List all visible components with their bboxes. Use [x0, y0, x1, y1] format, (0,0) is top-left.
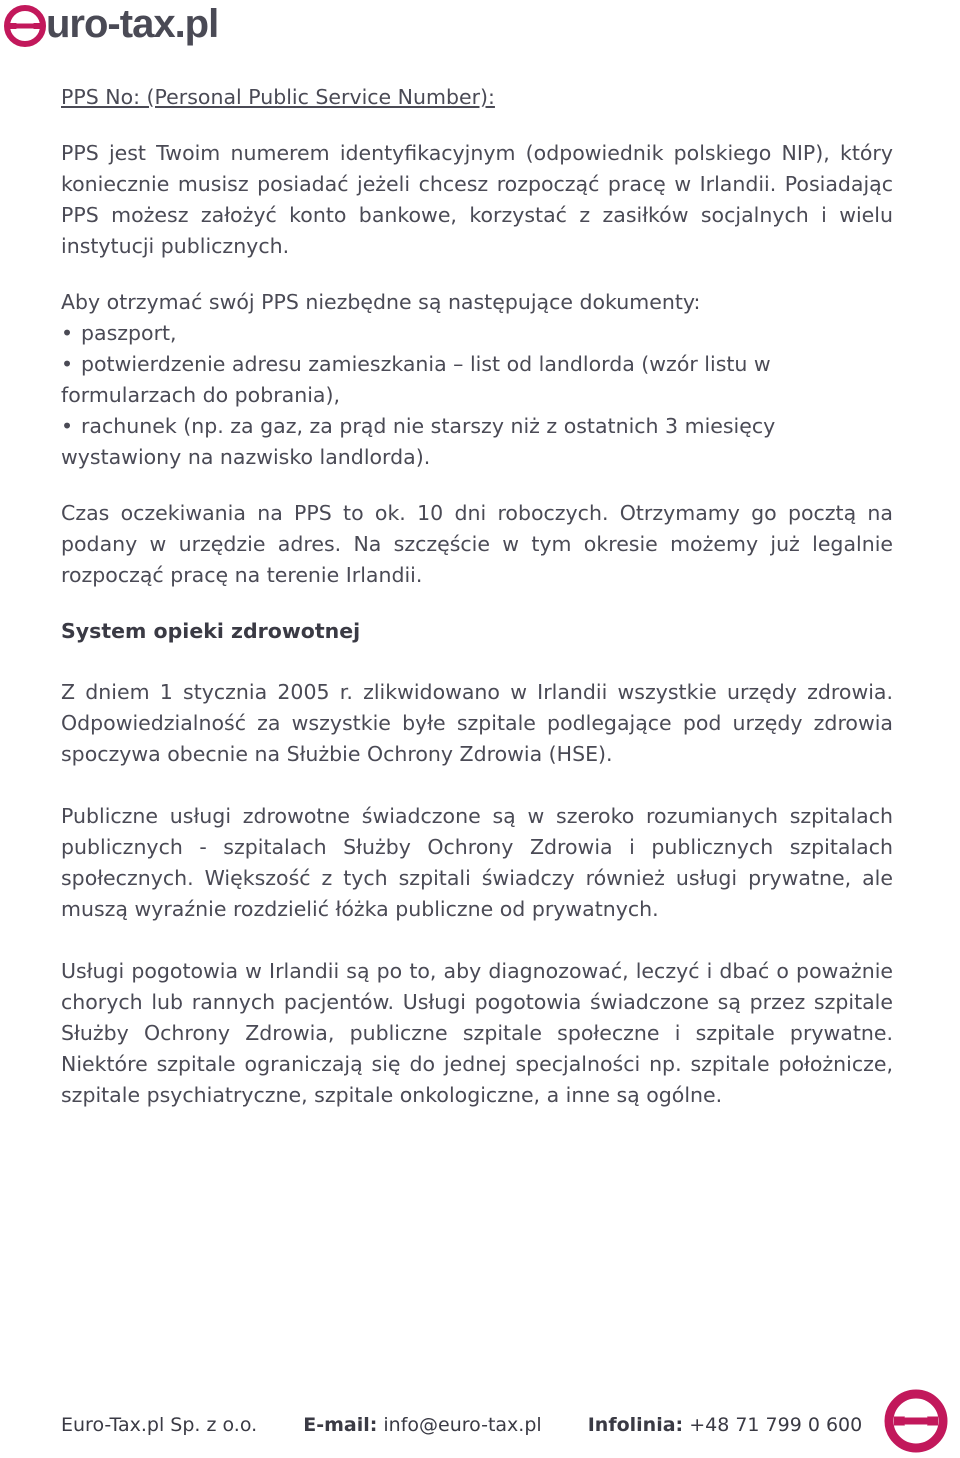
health-heading: System opieki zdrowotnej	[61, 619, 361, 643]
document-item-text: paszport,	[81, 321, 177, 345]
pps-title: PPS No: (Personal Public Service Number):	[61, 85, 495, 109]
health-paragraph-1: Z dniem 1 stycznia 2005 r. zlikwidowano w Irlandii wszystkie urzędy zdrowia. Odpowiedzialność za wszystkie byłe szpitale podlegające pod urzędy zdrowia spoczywa obecnie na Służbie Ochrony Zdrowia (HSE).	[61, 680, 893, 766]
footer-company: Euro-Tax.pl Sp. z o.o.	[61, 1414, 258, 1436]
documents-intro: Aby otrzymać swój PPS niezbędne są następujące dokumenty:	[61, 290, 701, 314]
bullet: •	[61, 414, 74, 438]
bullet: •	[61, 352, 74, 376]
footer-phone	[588, 1411, 863, 1439]
bullet: •	[61, 321, 74, 345]
footer	[61, 1411, 862, 1439]
document-body	[61, 82, 893, 1111]
pps-intro-paragraph: PPS jest Twoim numerem identyfikacyjnym (odpowiednik polskiego NIP), który koniecznie musisz posiadać jeżeli chcesz rozpocząć pracę w Irlandii. Posiadając PPS możesz założyć konto bankowe, korzystać z zasiłków socjalnych i wielu instytucji publicznych.	[61, 141, 893, 258]
euro-tax-e-icon	[880, 1388, 952, 1454]
footer-phone-number[interactable]: +48 71 799 0 600	[689, 1414, 863, 1436]
footer-logo	[880, 1388, 952, 1458]
euro-tax-e-icon	[2, 1, 48, 47]
health-paragraph-3: Usługi pogotowia w Irlandii są po to, aby diagnozować, leczyć i dbać o poważnie chorych lub rannych pacjentów. Usługi pogotowia świadczone są przez szpitale Służby Ochrony Zdrowia, publiczne szpitale społeczne i szpitale prywatne. Niektóre szpitale ograniczają się do jednej specjalności np. szpitale położnicze, szpitale psychiatryczne, szpitale onkologiczne, a inne są ogólne.	[61, 959, 893, 1107]
footer-email-label: E-mail:	[303, 1414, 378, 1436]
footer-email-link[interactable]: info@euro-tax.pl	[383, 1414, 542, 1436]
footer-phone-label: Infolinia:	[587, 1414, 684, 1436]
waiting-time-paragraph: Czas oczekiwania na PPS to ok. 10 dni roboczych. Otrzymamy go pocztą na podany w urzędzie adres. Na szczęście w tym okresie możemy już legalnie rozpocząć pracę na terenie Irlandii.	[61, 501, 893, 587]
footer-email	[303, 1411, 541, 1439]
logo-text: uro-tax.pl	[46, 2, 219, 46]
list-item	[61, 318, 893, 349]
documents-list	[61, 318, 893, 473]
document-item-text: potwierdzenie adresu zamieszkania – list od landlorda (wzór listu w formularzach do pobrania),	[61, 352, 771, 407]
list-item	[61, 411, 893, 473]
document-item-text: rachunek (np. za gaz, za prąd nie starszy niż z ostatnich 3 miesięcy wystawiony na nazwisko landlorda).	[61, 414, 776, 469]
list-item	[61, 349, 893, 411]
header-logo	[2, 0, 218, 48]
health-paragraph-2: Publiczne usługi zdrowotne świadczone są w szeroko rozumianych szpitalach publicznych - szpitalach Służby Ochrony Zdrowia i publicznych szpitalach społecznych. Większość z tych szpitali świadczy również usługi prywatne, ale muszą wyraźnie rozdzielić łóżka publiczne od prywatnych.	[61, 804, 893, 921]
